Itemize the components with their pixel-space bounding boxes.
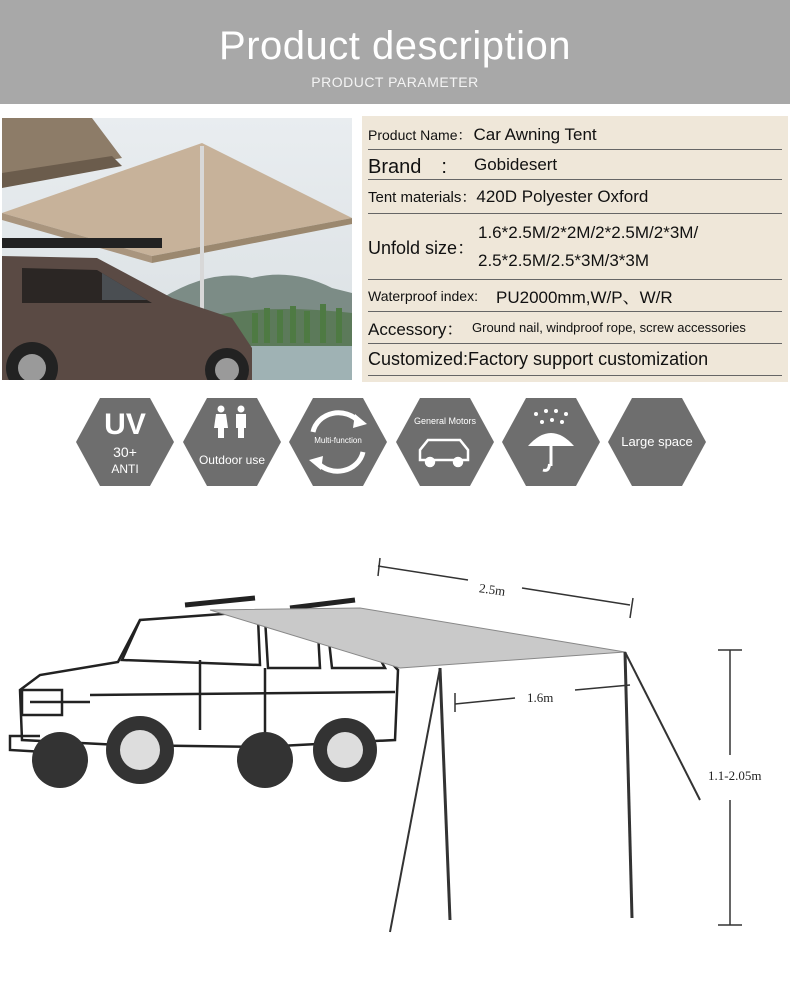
uv-icon: UV [104, 408, 146, 441]
dimension-height: 1.1-2.05m [708, 768, 762, 783]
uv-anti: ANTI [111, 462, 139, 476]
dimension-length: 2.5m [478, 580, 507, 599]
page-subtitle: PRODUCT PARAMETER [311, 74, 479, 90]
spec-row-accessory [368, 312, 782, 344]
feature-multi-function [289, 398, 387, 486]
feature-uv [76, 398, 174, 486]
spec-label: Unfold size： [368, 237, 476, 258]
awning-canopy [210, 608, 625, 668]
spec-label: Waterproof index: [368, 287, 478, 304]
dimension-depth: 1.6m [527, 690, 554, 705]
spec-value-group [478, 219, 698, 275]
dimension-diagram [0, 540, 790, 980]
spec-value-line2: 2.5*2.5M/2.5*3M/3*3M [478, 250, 650, 270]
feature-waterproof [502, 398, 600, 486]
feature-outdoor-use [183, 398, 281, 486]
dimension-lines [378, 558, 742, 925]
product-photo [2, 118, 352, 380]
spec-label: Brand : [368, 156, 447, 178]
spec-label: Tent materials： [368, 189, 477, 206]
large-space-icon: Large space [621, 434, 693, 449]
spec-value: Factory support customization [468, 349, 709, 369]
feature-label: Outdoor use [198, 453, 266, 467]
feature-label: Multi-function [314, 436, 362, 445]
spec-row-product-name [368, 120, 782, 150]
car-wheels [32, 716, 377, 788]
spec-value: Ground nail, windproof rope, screw accessories [472, 320, 746, 335]
header-banner [0, 0, 790, 104]
spec-label: Product Name： [368, 126, 472, 143]
feature-label: General Motors [413, 416, 477, 426]
spec-row-tent-materials [368, 180, 782, 214]
feature-large-space [608, 398, 706, 486]
spec-table [362, 116, 788, 382]
spec-value: Gobidesert [474, 154, 558, 174]
spec-value: 1.6*2.5M/2*2M/2*2.5M/2*3M/ [478, 222, 699, 242]
spec-value: PU2000mm,W/P、W/R [496, 288, 673, 307]
spec-row-customized [368, 344, 782, 376]
spec-row-brand [368, 150, 782, 180]
spec-value: 420D Polyester Oxford [476, 186, 649, 206]
spec-label: Accessory： [368, 320, 464, 339]
spec-value: Car Awning Tent [473, 124, 597, 144]
feature-general-motors [396, 398, 494, 486]
spec-label: Customized: [368, 349, 469, 369]
feature-icons [0, 398, 790, 488]
spec-row-waterproof [368, 280, 782, 312]
uv-value: 30+ [113, 444, 137, 460]
page-title: Product description [219, 24, 571, 68]
spec-row-unfold-size [368, 214, 782, 280]
